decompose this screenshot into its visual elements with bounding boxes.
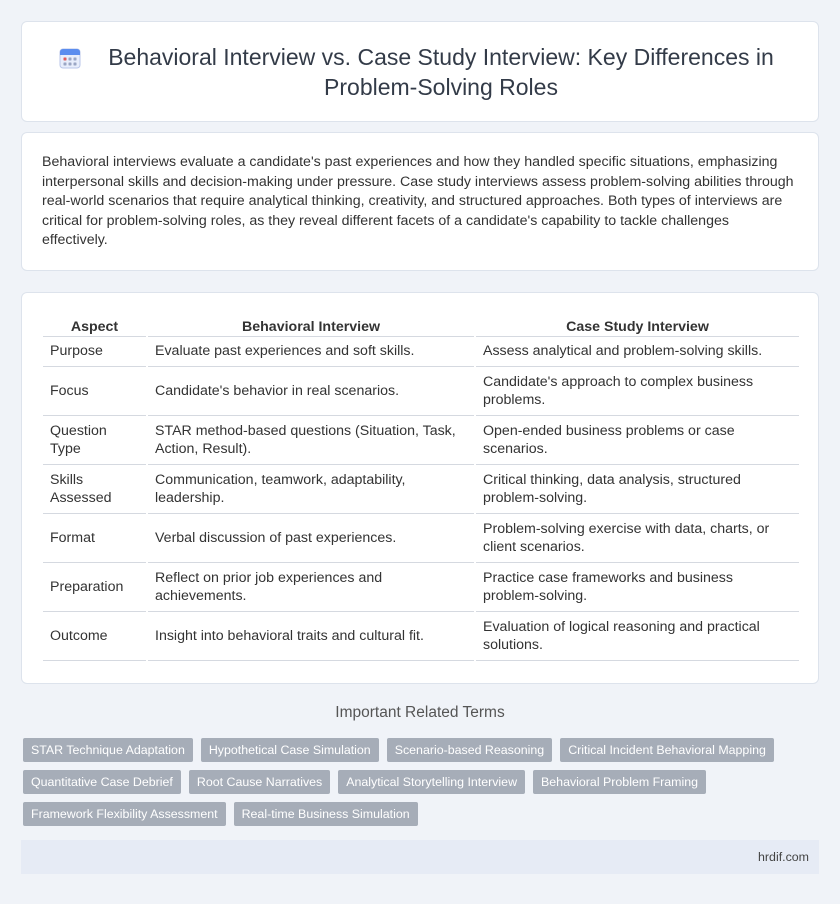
- related-term-tag[interactable]: Hypothetical Case Simulation: [201, 738, 379, 762]
- related-term-tag[interactable]: Quantitative Case Debrief: [23, 770, 181, 794]
- table-cell: Format: [43, 513, 147, 562]
- table-cell: Skills Assessed: [43, 464, 147, 513]
- footer: [21, 840, 819, 874]
- table-cell: Verbal discussion of past experiences.: [147, 513, 475, 562]
- column-header-behavioral: Behavioral Interview: [147, 313, 475, 336]
- table-cell: Reflect on prior job experiences and achievements.: [147, 562, 475, 611]
- page-title: Behavioral Interview vs. Case Study Interview: Key Differences in Problem-Solving Roles: [108, 43, 774, 100]
- table-cell: Candidate's approach to complex business problems.: [475, 366, 799, 415]
- related-terms-title: Important Related Terms: [335, 704, 505, 721]
- column-header-case-study: Case Study Interview: [475, 313, 799, 336]
- table-cell: Preparation: [43, 562, 147, 611]
- table-cell: Candidate's behavior in real scenarios.: [147, 366, 475, 415]
- footer-site-link[interactable]: hrdif.com: [758, 850, 809, 864]
- related-term-tag[interactable]: Root Cause Narratives: [189, 770, 330, 794]
- table-cell: Evaluation of logical reasoning and practical solutions.: [475, 611, 799, 660]
- related-term-tag[interactable]: Critical Incident Behavioral Mapping: [560, 738, 774, 762]
- table-row: [43, 611, 799, 660]
- intro-paragraph: Behavioral interviews evaluate a candidate's past experiences and how they handled specific situations, emphasizing interpersonal skills and decision-making under pressure. Case study interviews assess problem-solving abilities through real-world scenarios that require analytical thinking, creativity, and structured approaches. Both types of interviews are critical for problem-solving roles, as they reveal different facets of a candidate's capability to tackle challenges effectively.: [42, 154, 794, 249]
- related-term-tag[interactable]: Behavioral Problem Framing: [533, 770, 706, 794]
- related-term-tag[interactable]: Scenario-based Reasoning: [387, 738, 552, 762]
- table-cell: Communication, teamwork, adaptability, leadership.: [147, 464, 475, 513]
- column-header-aspect: Aspect: [43, 313, 147, 336]
- related-terms-list: [23, 738, 813, 826]
- title-wrap: [52, 42, 788, 102]
- table-cell: Assess analytical and problem-solving skills.: [475, 336, 799, 366]
- title-card: [21, 21, 819, 122]
- table-cell: Practice case frameworks and business problem-solving.: [475, 562, 799, 611]
- table-cell: Purpose: [43, 336, 147, 366]
- intro-card: [21, 132, 819, 271]
- table-row: [43, 336, 799, 366]
- table-cell: Insight into behavioral traits and cultural fit.: [147, 611, 475, 660]
- related-term-tag[interactable]: STAR Technique Adaptation: [23, 738, 193, 762]
- related-term-tag[interactable]: Framework Flexibility Assessment: [23, 802, 226, 826]
- table-header-row: [43, 313, 799, 336]
- table-cell: Focus: [43, 366, 147, 415]
- table-row: [43, 513, 799, 562]
- table-row: [43, 415, 799, 464]
- table-cell: Open-ended business problems or case scenarios.: [475, 415, 799, 464]
- related-term-tag[interactable]: Real-time Business Simulation: [234, 802, 418, 826]
- table-row: [43, 366, 799, 415]
- table-cell: Question Type: [43, 415, 147, 464]
- table-row: [43, 562, 799, 611]
- table-cell: Critical thinking, data analysis, structured problem-solving.: [475, 464, 799, 513]
- table-cell: STAR method-based questions (Situation, Task, Action, Result).: [147, 415, 475, 464]
- calendar-icon: [58, 46, 82, 70]
- table-row: [43, 464, 799, 513]
- table-cell: Problem-solving exercise with data, charts, or client scenarios.: [475, 513, 799, 562]
- comparison-table-card: [21, 292, 819, 684]
- table-cell: Outcome: [43, 611, 147, 660]
- comparison-table: [43, 313, 799, 661]
- table-cell: Evaluate past experiences and soft skills.: [147, 336, 475, 366]
- related-term-tag[interactable]: Analytical Storytelling Interview: [338, 770, 525, 794]
